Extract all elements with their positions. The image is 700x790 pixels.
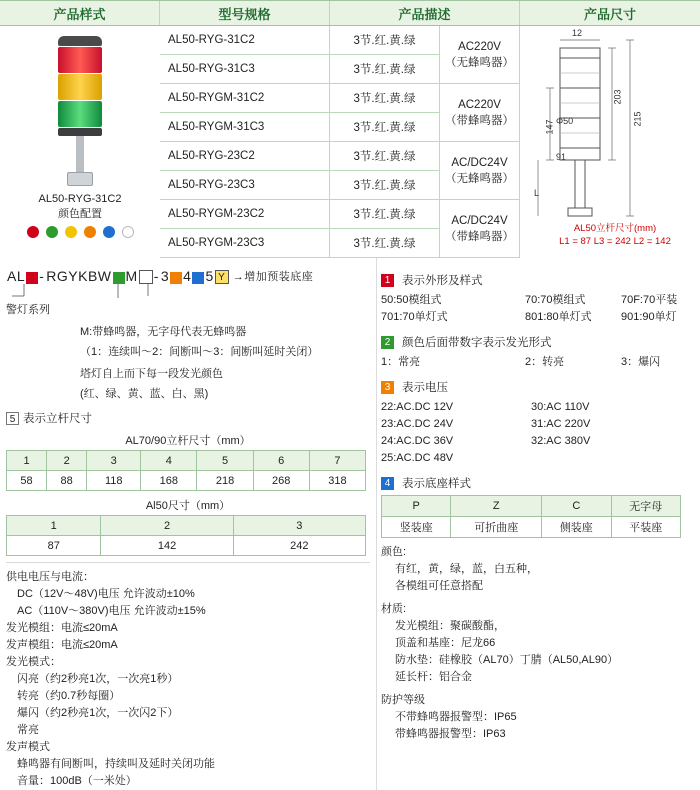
- section-number-1: 1: [381, 274, 394, 287]
- table-header-cell: 1: [7, 516, 101, 536]
- table-row: 3节.红.黄.绿: [330, 200, 440, 229]
- table-header-cell: 2: [47, 451, 87, 471]
- section-1-row: [381, 309, 692, 326]
- dim-label-diameter: Φ50: [556, 116, 574, 126]
- table-header-cell: 3: [233, 516, 365, 536]
- section-4-title: [381, 475, 692, 491]
- section-2-title: [381, 334, 692, 350]
- spec-line: 转亮（约0.7秒每圈）: [6, 690, 121, 702]
- table-header-cell: P: [382, 496, 451, 517]
- color-swatch-red: [27, 226, 39, 238]
- section-2-row: [381, 354, 692, 371]
- voltage-value: AC220V: [458, 98, 501, 111]
- table-row: AL50-RYGM-31C3: [160, 113, 330, 142]
- material-line: 发光模组：聚碳酸酯，: [395, 620, 505, 632]
- shape-option: 701:70单灯式: [381, 311, 448, 323]
- table-header-cell: C: [542, 496, 611, 517]
- product-caption: [39, 192, 122, 222]
- shape-option: 801:80单灯式: [524, 311, 592, 323]
- ip-block-title: 防护等级: [381, 694, 425, 706]
- model-code-breakdown: [6, 268, 370, 284]
- pole-size-section-title: [6, 410, 370, 426]
- spec-line: 供电电压与电流：: [6, 571, 94, 583]
- right-details-column: [376, 258, 700, 790]
- voltage-value: AC/DC24V: [451, 156, 508, 169]
- table-row: [382, 517, 681, 538]
- code-box-1: [26, 272, 38, 284]
- table-header-cell: 无字母: [611, 496, 680, 517]
- table-row: [7, 471, 366, 491]
- pole-dimension-values: L1 = 87 L3 = 242 L2 = 142: [559, 236, 671, 247]
- spec-line: 发声模组：电流≤20mA: [6, 639, 118, 651]
- light-mode-option: 2：转亮: [524, 356, 565, 368]
- spec-line: 发光模式：: [6, 656, 61, 668]
- dim-label-91: 91: [556, 152, 567, 162]
- table50-title: Al50尺寸（mm）: [145, 500, 231, 512]
- dimension-drawing-column: [520, 26, 700, 258]
- voltage-option: [531, 450, 631, 467]
- section-3-row: [381, 399, 692, 416]
- material-block-title: 材质:: [381, 603, 407, 615]
- voltage-option: 32:AC 380V: [531, 435, 591, 447]
- table-cell: 242: [233, 536, 365, 556]
- voltage-group: [440, 142, 520, 200]
- color-block-line: 有红，黄，绿，蓝，白五种，: [395, 563, 538, 575]
- table-row: 3节.红.黄.绿: [330, 84, 440, 113]
- section-number-3: 3: [381, 381, 394, 394]
- voltage-option: 31:AC 220V: [531, 418, 591, 430]
- color-swatch-green: [46, 226, 58, 238]
- buzzer-note-line2: （1：连续叫～2：间断叫～3：间断叫延时关闭）: [80, 346, 319, 358]
- section-3-row: [381, 450, 692, 467]
- ip-rating-block: [381, 692, 692, 743]
- header-product-style: 产品样式: [0, 1, 160, 25]
- section-3-title: [381, 379, 692, 395]
- spec-line: 音量：100dB（一米处）: [6, 775, 137, 787]
- table-row: AL50-RYGM-31C2: [160, 84, 330, 113]
- voltage-column: [440, 26, 520, 258]
- spec-line: AC（110V～380V)电压 允许波动±15%: [6, 605, 206, 617]
- series-label: 警灯系列: [6, 304, 50, 316]
- header-model-spec: 型号规格: [160, 1, 330, 25]
- table-header-cell: 5: [197, 451, 253, 471]
- pole-dimension-caption: [530, 222, 700, 248]
- table-cell: 118: [87, 471, 141, 491]
- top-section: [0, 26, 700, 258]
- voltage-value: AC/DC24V: [451, 214, 508, 227]
- table-row: AL50-RYG-31C3: [160, 55, 330, 84]
- table-row: AL50-RYGM-23C3: [160, 229, 330, 258]
- voltage-option: 24:AC.DC 36V: [381, 435, 454, 447]
- tower-segment-red: [58, 47, 102, 73]
- table-cell: 88: [47, 471, 87, 491]
- table-cell: 268: [253, 471, 309, 491]
- spec-line: 蜂鸣器有间断叫，持续叫及延时关闭功能: [6, 758, 215, 770]
- table-cell: 58: [7, 471, 47, 491]
- voltage-group: [440, 26, 520, 84]
- table-cell: 竖装座: [382, 517, 451, 538]
- product-color-config-label: 颜色配置: [57, 208, 102, 220]
- voltage-option: 22:AC.DC 12V: [381, 401, 454, 413]
- tower-cap: [58, 36, 102, 46]
- color-swatch-orange: [84, 226, 96, 238]
- table-row: 3节.红.黄.绿: [330, 229, 440, 258]
- light-mode-option: 3：爆闪: [620, 356, 661, 368]
- table-row: AL50-RYG-31C2: [160, 26, 330, 55]
- code-al: AL: [7, 268, 26, 284]
- color-swatch-yellow: [65, 226, 77, 238]
- code-box-3: [170, 272, 182, 284]
- code-dash2: -: [153, 268, 159, 284]
- leader-svg: [6, 284, 366, 298]
- color-swatch-white: [122, 226, 134, 238]
- buzzer-note: （无蜂鸣器）: [445, 56, 514, 69]
- model-list-column: [160, 26, 330, 258]
- pole-dimension-title: AL50立杆尺寸(mm): [573, 223, 657, 234]
- material-line: 延长杆：铝合金: [395, 671, 472, 683]
- table-row: [382, 496, 681, 517]
- header-product-description: 产品描述: [330, 1, 520, 25]
- table-header-cell: 2: [101, 516, 233, 536]
- code-y-box: Y: [215, 270, 229, 284]
- table-cell: 142: [101, 536, 233, 556]
- base-type-table: [381, 495, 681, 538]
- section-1-row: [381, 292, 692, 309]
- code-suffix-note: →增加预装底座: [232, 271, 314, 283]
- tower-base-block: [58, 128, 102, 136]
- table-cell: 可折曲座: [451, 517, 542, 538]
- left-details-column: [0, 258, 376, 790]
- buzzer-note: （带蜂鸣器）: [445, 230, 514, 243]
- shape-option: 50:50模组式: [381, 294, 442, 306]
- code-5: 5: [205, 268, 214, 284]
- pole-size-table-50: [6, 515, 366, 556]
- spec-line: 发声模式: [6, 741, 50, 753]
- tower-segment-green: [58, 101, 102, 127]
- color-block-title: 颜色:: [381, 546, 407, 558]
- voltage-option: 30:AC 110V: [531, 401, 590, 413]
- table-cell: 168: [141, 471, 197, 491]
- material-block: [381, 601, 692, 686]
- spec-line: 闪亮（约2秒亮1次，一次亮1秒）: [6, 673, 179, 685]
- section-number-4: 4: [381, 477, 394, 490]
- voltage-option: 23:AC.DC 24V: [381, 418, 454, 430]
- shape-option: 901:90单灯: [620, 311, 677, 323]
- buzzer-note: （带蜂鸣器）: [445, 114, 514, 127]
- dim-label-top: 12: [572, 28, 583, 38]
- light-mode-option: 1：常亮: [381, 356, 421, 368]
- divider: [6, 562, 370, 563]
- table-cell: 87: [7, 536, 101, 556]
- signal-tower-illustration: [58, 36, 102, 186]
- material-line: 防水垫：硅橡胶（AL70）丁腈（AL50,AL90）: [395, 654, 619, 666]
- description-column: [330, 26, 440, 258]
- table-row: 3节.红.黄.绿: [330, 171, 440, 200]
- section-3-row: [381, 433, 692, 450]
- table-header-row: [0, 0, 700, 26]
- shape-option: 70F:70平装: [620, 294, 678, 306]
- table-row: 3节.红.黄.绿: [330, 142, 440, 171]
- table-row: [7, 451, 366, 471]
- code-m: M: [125, 268, 138, 284]
- code-leader-lines: [6, 284, 370, 298]
- table-row: 3节.红.黄.绿: [330, 26, 440, 55]
- code-3: 3: [160, 268, 170, 284]
- section-number-5: 5: [6, 412, 19, 425]
- tower-segment-yellow: [58, 74, 102, 100]
- table-row: 3节.红.黄.绿: [330, 113, 440, 142]
- dim-label-203: 203: [612, 89, 623, 105]
- table-cell: 平装座: [611, 517, 680, 538]
- electrical-specs-block: [6, 569, 370, 790]
- dim-label-147: 147: [544, 119, 555, 135]
- table-row: [7, 516, 366, 536]
- color-order-note2: (红、绿、黄、蓝、白、黑): [80, 388, 209, 400]
- spec-line: DC（12V～48V)电压 允许波动±10%: [6, 588, 195, 600]
- table-header-cell: Z: [451, 496, 542, 517]
- section-1-title: [381, 272, 692, 288]
- voltage-value: AC220V: [458, 40, 501, 53]
- ip-line: 带蜂鸣器报警型：IP63: [395, 728, 506, 740]
- table70-title: AL70/90立杆尺寸（mm）: [125, 435, 251, 447]
- code-m-box: [139, 270, 153, 284]
- pole-size-title-text: 表示立杆尺寸: [23, 413, 92, 425]
- pole-size-table-70-90: [6, 450, 366, 491]
- product-image-column: [0, 26, 160, 258]
- table-row: 3节.红.黄.绿: [330, 55, 440, 84]
- table-header-cell: 3: [87, 451, 141, 471]
- table-row: AL50-RYG-23C3: [160, 171, 330, 200]
- color-swatch-row: [27, 226, 134, 238]
- details-section: [0, 258, 700, 790]
- table-cell: 318: [309, 471, 365, 491]
- section-3-row: [381, 416, 692, 433]
- buzzer-note: （无蜂鸣器）: [445, 172, 514, 185]
- table-row: [7, 536, 366, 556]
- voltage-group: [440, 84, 520, 142]
- tower-pole: [76, 136, 84, 174]
- color-block-line: 各模组可任意搭配: [395, 580, 483, 592]
- ip-line: 不带蜂鸣器报警型：IP65: [395, 711, 517, 723]
- code-letters: RGYKBW: [46, 268, 112, 284]
- product-model-label: AL50-RYG-31C2: [38, 193, 122, 205]
- code-box-2: [113, 272, 125, 284]
- table-header-cell: 1: [7, 451, 47, 471]
- material-line: 顶盖和基座：尼龙66: [395, 637, 496, 649]
- header-product-dimension: 产品尺寸: [583, 6, 636, 22]
- spec-line: 常亮: [6, 724, 39, 736]
- code-4: 4: [183, 268, 192, 284]
- table-header-cell: 7: [309, 451, 365, 471]
- dim-label-L: L: [534, 188, 540, 198]
- section-1-title-text: 表示外形及样式: [402, 275, 483, 287]
- table-header-cell: 4: [141, 451, 197, 471]
- code-dash1: -: [39, 268, 45, 284]
- color-order-note1: 塔灯自上而下每一段发光颜色: [80, 368, 223, 380]
- table-cell: 侧装座: [542, 517, 611, 538]
- section-2-title-text: 颜色后面带数字表示发光形式: [402, 337, 552, 349]
- code-box-4: [192, 272, 204, 284]
- section-3-title-text: 表示电压: [402, 382, 448, 394]
- voltage-option: 25:AC.DC 48V: [381, 452, 454, 464]
- section-number-2: 2: [381, 336, 394, 349]
- table-cell: 218: [197, 471, 253, 491]
- buzzer-note-line1: M:带蜂鸣器，无字母代表无蜂鸣器: [80, 326, 247, 338]
- table-row: AL50-RYG-23C2: [160, 142, 330, 171]
- tower-foot-bracket: [67, 172, 93, 186]
- table-row: AL50-RYGM-23C2: [160, 200, 330, 229]
- color-swatch-blue: [103, 226, 115, 238]
- color-block: [381, 544, 692, 595]
- table-header-cell: 6: [253, 451, 309, 471]
- section-4-title-text: 表示底座样式: [402, 478, 471, 490]
- spec-line: 发光模组：电流≤20mA: [6, 622, 118, 634]
- dim-label-215: 215: [632, 111, 643, 127]
- shape-option: 70:70模组式: [524, 294, 586, 306]
- spec-line: 爆闪（约2秒亮1次，一次闪2下）: [6, 707, 179, 719]
- voltage-group: [440, 200, 520, 258]
